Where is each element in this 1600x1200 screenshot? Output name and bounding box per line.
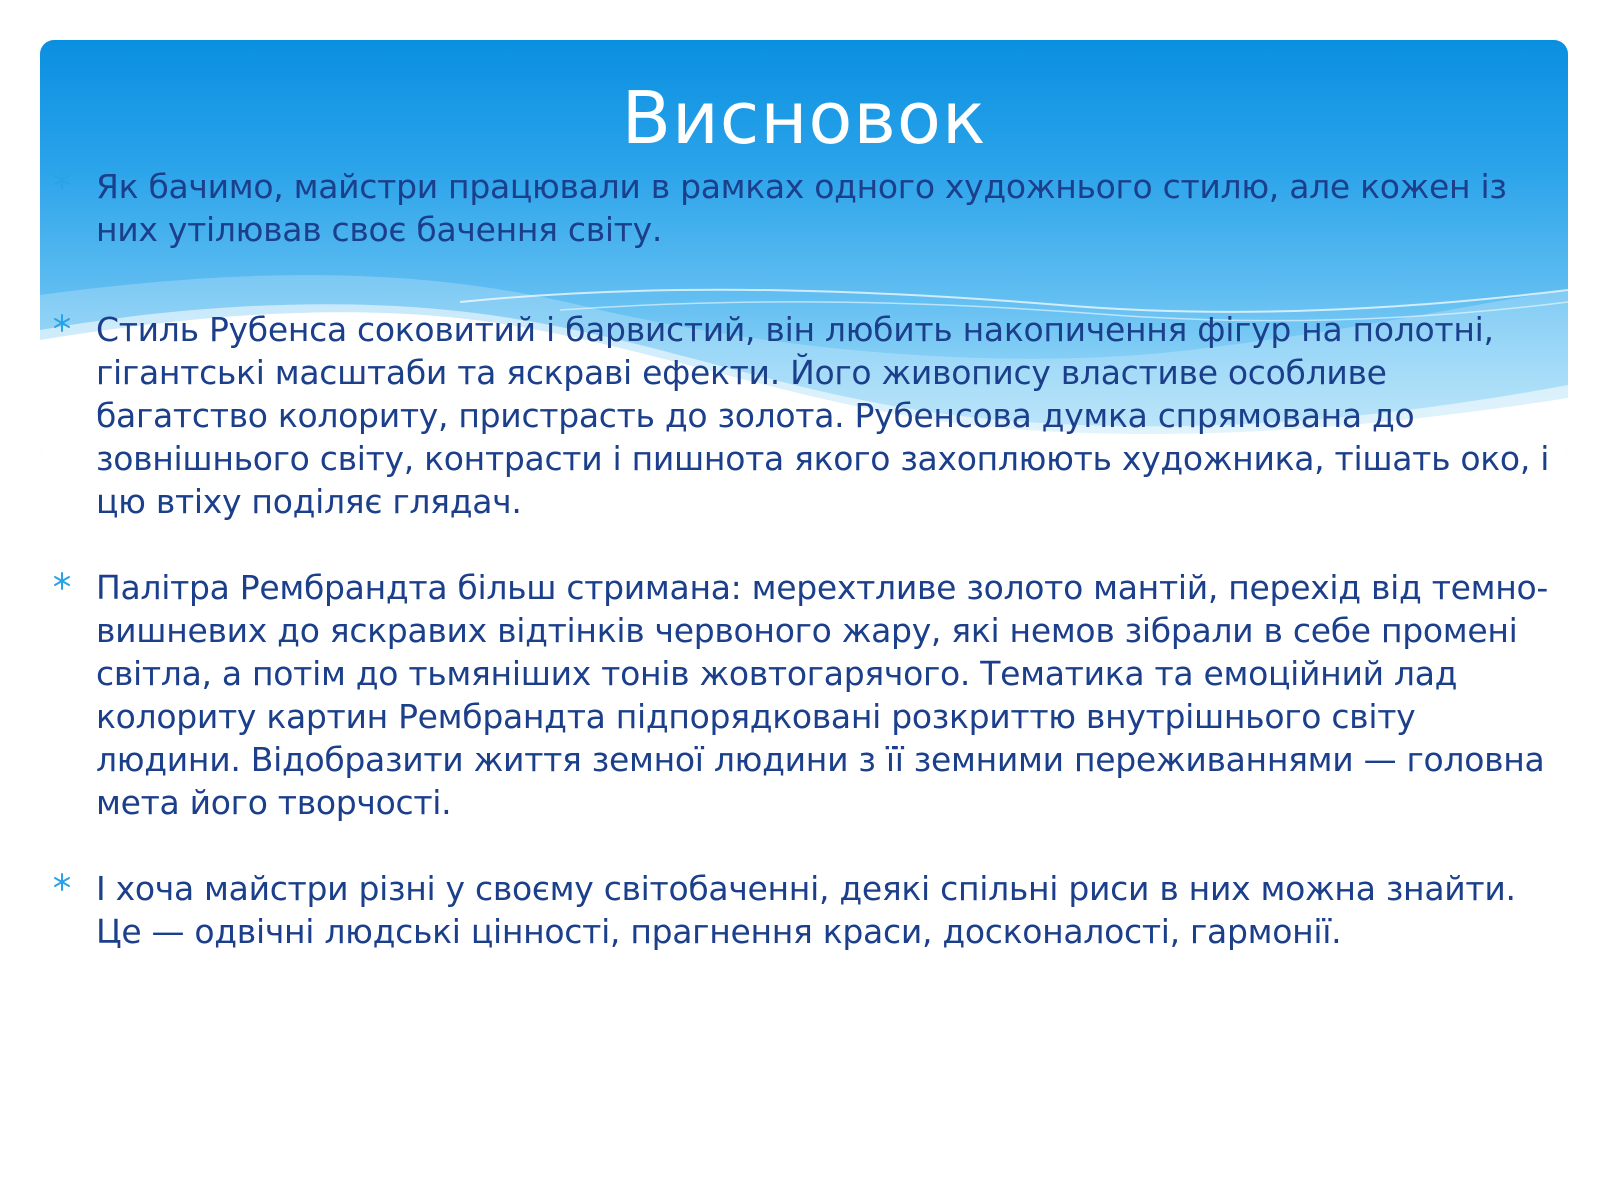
bullet-list [50,165,1550,996]
bullet-text: Стиль Рубенса соковитий і барвистий, він любить накопичення фігур на полотні, гігантські масштаби та яскраві ефекти. Його живопису властиве особливе багатство колориту, пристрасть до золота. Рубенсова думка спрямована до зовнішнього світу, контрасти і пишнота якого захоплюють художника, тішать око, і цю втіху поділяє глядач. [96,310,1550,521]
bullet-text: І хоча майстри різні у своєму світобаченні, деякі спільні риси в них можна знайти. Це — одвічні людські цінності, прагнення краси, досконалості, гармонії. [96,869,1516,951]
asterisk-icon [52,571,72,591]
bullet-text: Як бачимо, майстри працювали в рамках одного художнього стилю, але кожен із них утілював своє бачення світу. [96,167,1507,249]
bullet-item [50,308,1550,523]
bullet-text: Палітра Рембрандта більш стримана: мерехтливе золото мантій, перехід від темно-вишневих до яскравих відтінків червоного жару, які немов зібрали в себе промені світла, а потім до тьмяніших тонів жовтогарячого. Тематика та емоційний лад колориту картин Рембрандта підпорядковані розкриттю внутрішнього світу людини. Відобразити життя земної людини з її земними переживаннями — головна мета його творчості. [96,568,1549,822]
bullet-item [50,165,1550,251]
slide-title: Висновок [621,76,987,160]
asterisk-icon [52,170,72,190]
bullet-item [50,566,1550,824]
bullet-item [50,867,1550,953]
asterisk-icon [52,313,72,333]
asterisk-icon [52,872,72,892]
